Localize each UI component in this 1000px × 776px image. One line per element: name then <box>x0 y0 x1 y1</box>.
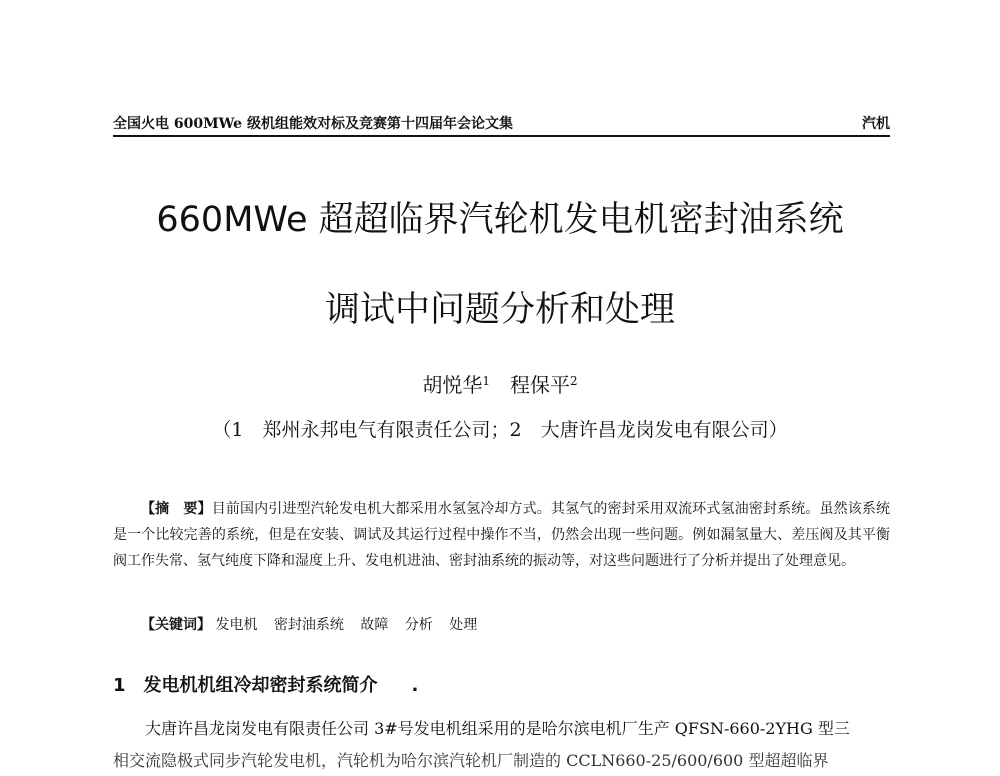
keyword: 密封油系统 <box>273 617 344 633</box>
paper-title-line-2: 调试中问题分析和处理 <box>324 290 675 330</box>
abstract-label: 【摘 要】 <box>141 501 212 517</box>
author-2-affil-mark: 2 <box>570 374 578 388</box>
running-header-title: 全国火电 600MWe 级机组能效对标及竞赛第十四届年会论文集 <box>113 116 513 132</box>
body-paragraph-cut-line: 相交流隐极式同步汽轮发电机，汽轮机为哈尔滨汽轮机厂制造的 CCLN660-25/600/600 型超超临界 <box>113 751 829 770</box>
body-paragraph: 大唐许昌龙岗发电有限责任公司 3#号发电机组采用的是哈尔滨电机厂生产 QFSN-660-2YHG 型三 <box>145 719 850 738</box>
abstract-text: 目前国内引进型汽轮发电机大都采用水氢氢冷却方式。其氢气的密封采用双流环式氢油密封系统。虽然该系统是一个比较完善的系统，但是在安装、调试及其运行过程中操作不当，仍然会出现一些问题。例如漏氢量大、差压阀及其平衡阀工作失常、氢气纯度下降和湿度上升、发电机进油、密封油系统的振动等，对这些问题进行了分析并提出了处理意见。 <box>113 501 891 569</box>
author-1-name: 胡悦华 <box>422 373 483 397</box>
section-title: 发电机机组冷却密封系统简介 <box>143 675 378 696</box>
paper-title-line-1: 660MWe 超超临界汽轮机发电机密封油系统 <box>156 200 844 240</box>
running-header <box>113 114 890 134</box>
affiliations: （1 郑州永邦电气有限责任公司；2 大唐许昌龙岗发电有限公司） <box>212 419 788 441</box>
section-1-heading <box>113 672 418 700</box>
header-rule <box>113 135 890 137</box>
keyword: 处理 <box>449 617 478 633</box>
keywords-label: 【关键词】 <box>141 617 211 633</box>
keyword: 发电机 <box>215 617 258 633</box>
authors <box>0 372 1000 398</box>
abstract <box>113 496 890 574</box>
keyword: 故障 <box>360 617 389 633</box>
section-number: 1 <box>113 675 126 696</box>
keyword: 分析 <box>404 617 433 633</box>
author-1-affil-mark: 1 <box>482 374 490 388</box>
author-2-name: 程保平 <box>510 373 570 397</box>
keywords <box>141 612 489 638</box>
running-header-section: 汽机 <box>862 116 890 132</box>
stray-mark: . <box>411 675 419 696</box>
